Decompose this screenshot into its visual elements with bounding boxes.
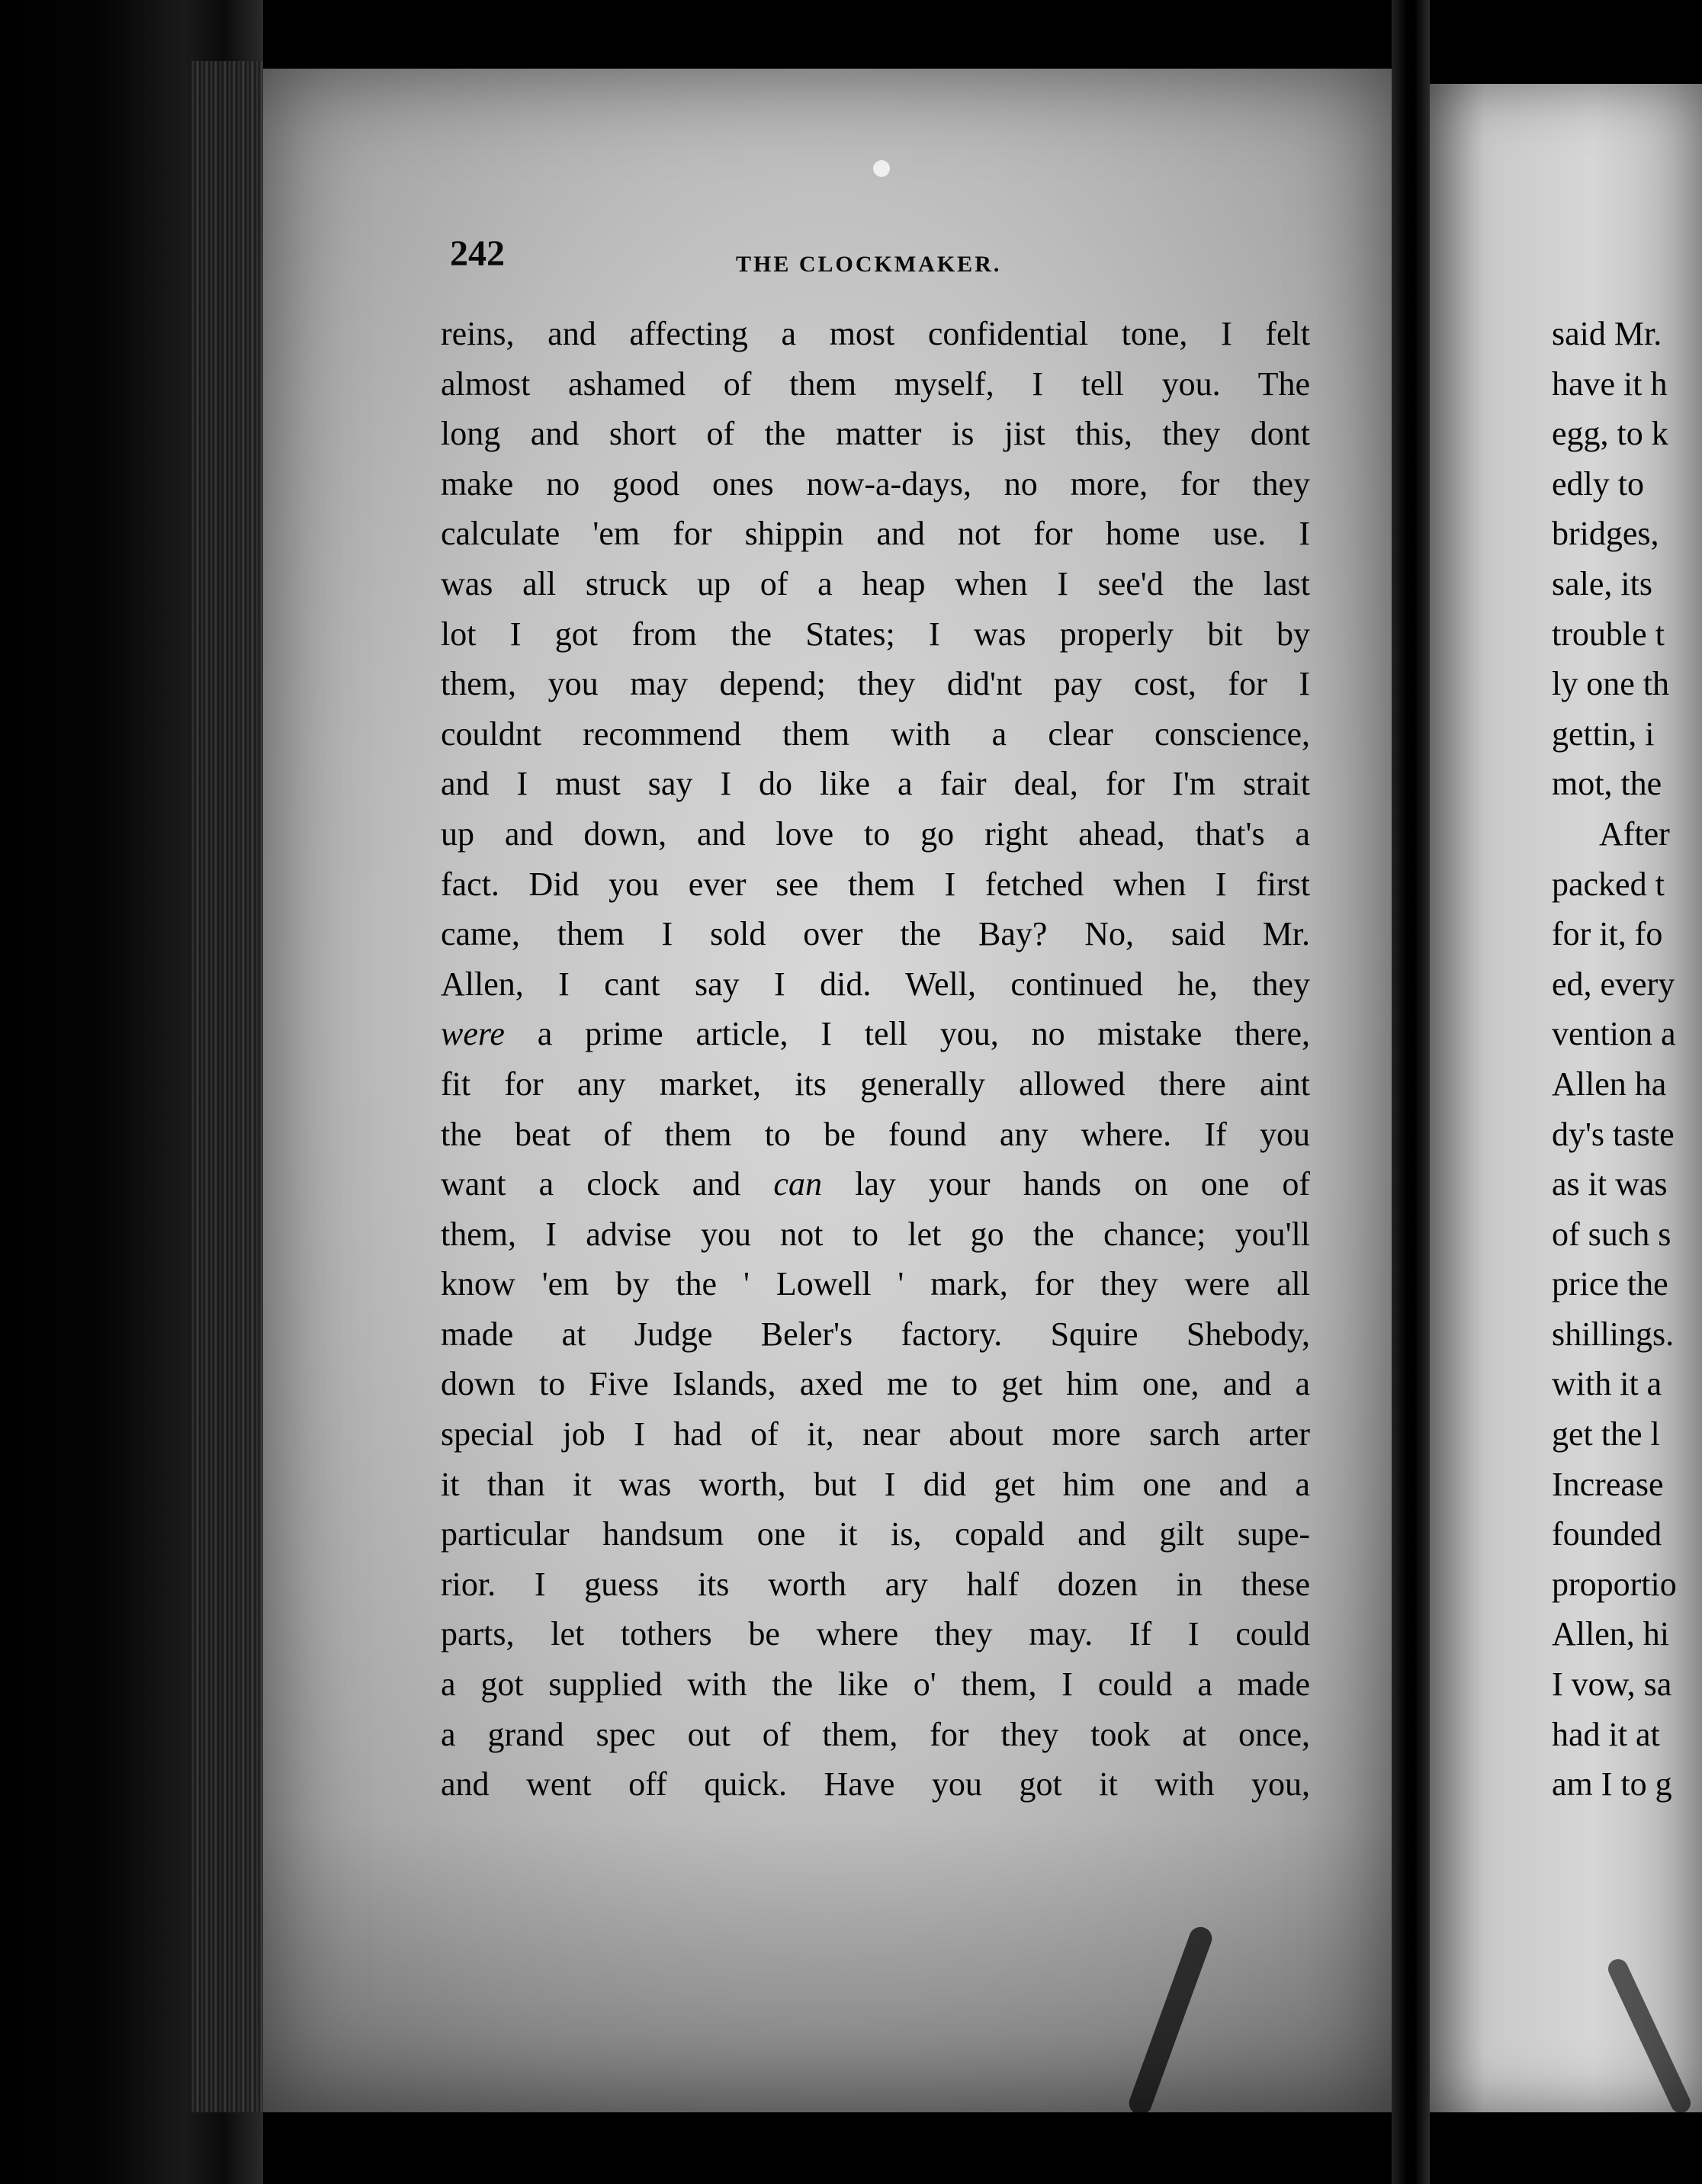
right-text-line: trouble t [1552,615,1665,653]
text-line: and I must say I do like a fair deal, for I'm strait [441,765,1310,803]
page-edges [191,61,263,2112]
right-text-line: vention a [1552,1015,1676,1053]
text-line [441,1159,1310,1209]
text-line: fit for any market, its generally allowed there aint [441,1065,1310,1103]
right-text-line: proportio [1552,1565,1677,1603]
text-line: lot I got from the States; I was properly bit by [441,615,1310,653]
right-text-line: have it h [1552,365,1668,403]
text-line: make no good ones now-a-days, no more, for they [441,464,1310,503]
right-text-line: of such s [1552,1215,1671,1253]
text-line: Allen, I cant say I did. Well, continued he, they [441,965,1310,1003]
text-line: a got supplied with the like o' them, I could a made [441,1665,1310,1704]
text-line: special job I had of it, near about more sarch arter [441,1415,1310,1453]
text-line: long and short of the matter is jist this, they dont [441,415,1310,453]
text-line: them, you may depend; they did'nt pay cost, for I [441,665,1310,703]
right-text-line: Increase [1552,1465,1664,1503]
right-text-line: for it, fo [1552,915,1663,953]
right-text-line: sale, its [1552,564,1652,602]
text-line [441,1009,1310,1059]
right-text-line: with it a [1552,1365,1662,1403]
text-line: reins, and affecting a most confidential tone, I felt [441,315,1310,352]
right-text-line: Allen ha [1552,1065,1667,1103]
text-line: calculate 'em for shippin and not for home use. I [441,515,1310,553]
right-text-line: mot, the [1552,765,1662,803]
text-line: parts, let tothers be where they may. If I could [441,1615,1310,1653]
right-text-line: am I to g [1552,1765,1672,1803]
text-line: the beat of them to be found any where. If you [441,1115,1310,1153]
right-text-line: ed, every [1552,965,1675,1003]
text-line: made at Judge Beler's factory. Squire Shebody, [441,1315,1310,1353]
text-line: it than it was worth, but I did get him one and a [441,1465,1310,1503]
right-text-line: as it was [1552,1165,1668,1203]
right-text-line: price the [1552,1265,1668,1303]
text-line: know 'em by the ' Lowell ' mark, for they were all [441,1265,1310,1303]
text-fragment: lay your hands on one of [855,1165,1310,1203]
text-line: a grand spec out of them, for they took at once, [441,1715,1310,1753]
text-line: rior. I guess its worth ary half dozen in these [441,1565,1310,1603]
text-line: particular handsum one it is, copald and gilt supe- [441,1515,1310,1553]
right-text-line: Allen, hi [1552,1615,1669,1653]
text-line: and went off quick. Have you got it with you, [441,1765,1310,1803]
text-line: up and down, and love to go right ahead, that's a [441,814,1310,853]
text-line: came, them I sold over the Bay? No, said Mr. [441,915,1310,953]
right-page-text [1552,309,1702,1810]
text-line: down to Five Islands, axed me to get him one, and a [441,1365,1310,1403]
right-text-line: After [1599,814,1670,853]
right-text-line: had it at [1552,1715,1660,1753]
text-line: them, I advise you not to let go the chance; you'll [441,1215,1310,1253]
right-text-line: I vow, sa [1552,1665,1672,1704]
text-line: almost ashamed of them myself, I tell you. The [441,365,1310,403]
text-fragment: a prime article, I tell you, no mistake there, [537,1015,1310,1053]
scan-spot [873,160,890,177]
text-fragment: want a clock and [441,1165,741,1203]
text-line: fact. Did you ever see them I fetched when I first [441,865,1310,903]
right-text-line: ly one th [1552,665,1669,703]
right-text-line: egg, to k [1552,415,1668,453]
right-text-line: packed t [1552,865,1665,903]
right-text-line: bridges, [1552,515,1659,553]
right-text-line: get the l [1552,1415,1660,1453]
running-title: THE CLOCKMAKER. [736,252,1002,277]
page-number: 242 [450,233,505,274]
right-text-line: founded [1552,1515,1662,1553]
page-divider [1392,0,1430,2184]
body-text [441,309,1310,1810]
text-line: couldnt recommend them with a clear conscience, [441,715,1310,753]
right-text-line: dy's taste [1552,1115,1675,1153]
italic-word: were [441,1015,505,1053]
italic-word: can [773,1165,822,1203]
right-text-line: said Mr. [1552,315,1662,352]
right-text-line: shillings. [1552,1315,1675,1353]
right-text-line: edly to [1552,464,1644,503]
right-text-line: gettin, i [1552,715,1655,753]
text-line: was all struck up of a heap when I see'd the last [441,564,1310,602]
